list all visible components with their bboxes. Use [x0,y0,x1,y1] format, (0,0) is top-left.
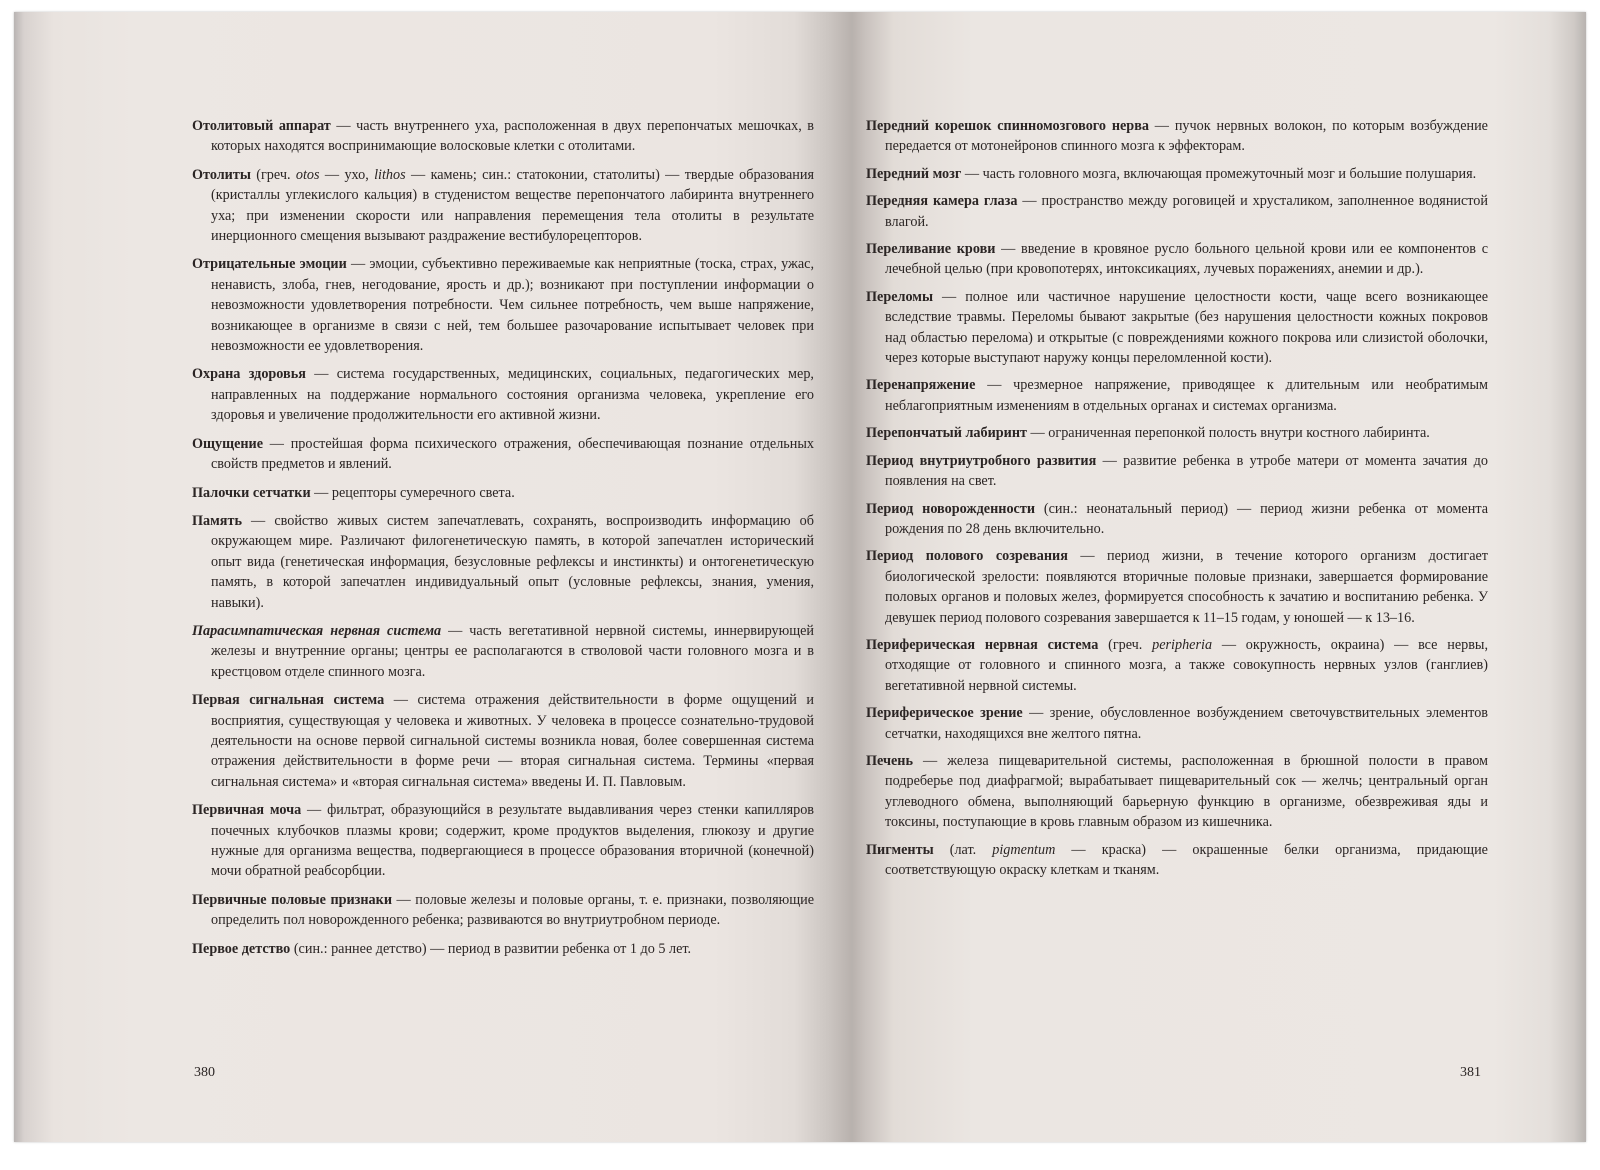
entry-term: Печень [866,752,913,769]
entry-etymology: (греч. [250,166,296,183]
glossary-entry [866,840,1488,881]
entry-definition: — введение в кровяное русло больного цельной крови или ее компонентов с лечебной целью (при кровопотерях, интоксикациях, лучевых поражениях, анемии и др.). [885,241,1488,278]
entry-term: Отрицательные эмоции [192,256,347,273]
entry-term: Первичные половые признаки [192,891,393,908]
glossary-entry [192,434,814,475]
glossary-entry [866,191,1488,232]
glossary-entry [192,364,814,425]
glossary-entry [866,164,1488,184]
entry-definition: — окружность, окраина) — все нервы, отходящие от головного и спинного мозга, а также совокупность нервных узлов (ганглиев) вегетативной нервной системы. [885,636,1488,694]
glossary-entry [866,423,1488,443]
glossary-entry [866,287,1488,369]
entry-definition: — ограниченная перепонкой полость внутри костного лабиринта. [1027,425,1430,442]
entry-etymology: (лат. [933,841,993,858]
entry-definition: — камень; син.: статоконии, статолиты) — твердые образования (кристаллы углекислого кальция) в студенистом веществе перепончатого лабиринта внутреннего уха; при изменении скорости или направления перемещения тела отолиты в результате инерционного смещения вызывают раздражение вестибулорецепторов. [211,166,814,245]
right-page [866,116,1488,887]
entry-term: Периферическое зрение [866,705,1023,722]
entry-term: Период новорожденности [866,500,1035,517]
glossary-entry [866,703,1488,744]
entry-term: Палочки сетчатки [192,484,311,501]
entry-etymology: (греч. [1098,636,1153,653]
glossary-entry [866,546,1488,628]
entry-definition: — система государственных, медицинских, социальных, педагогических мер, направленных на поддержание нормального состояния организма человека, укрепление его здоровья и увеличение продолжительности его активной жизни. [211,366,814,424]
entry-term: Пигменты [866,841,934,858]
entry-term: Охрана здоровья [192,366,306,383]
entry-foreign-term: lithos [374,166,406,183]
glossary-entry [866,635,1488,696]
glossary-entry [866,116,1488,157]
glossary-entry [866,499,1488,540]
entry-term: Отолитовый аппарат [192,118,331,134]
entry-term: Переломы [866,288,934,305]
entry-term: Периферическая нервная система [866,636,1099,653]
glossary-entry [866,751,1488,833]
entry-definition: — железа пищеварительной системы, расположенная в брюшной полости в правом подреберье под диафрагмой; вырабатывает пищеварительный сок — желчь; центральный орган углеводного обмена, выполняющий барьерную функцию в организме, обезвреживая яды и токсины, поступающие в кровь главным образом из кишечника. [885,752,1488,831]
entry-foreign-term: pigmentum [992,841,1056,858]
glossary-entry [192,621,814,682]
entry-foreign-term: peripheria [1152,636,1213,653]
glossary-entry [192,483,814,503]
glossary-entry [866,451,1488,492]
entry-definition: — система отражения действительности в форме ощущений и восприятия, существующая у человека и животных. У человека в процессе сознательно-трудовой деятельности на основе первой сигнальной системы возникла новая, более совершенная система отражения действительности в форме речи — вторая сигнальная система. Термины «первая сигнальная система» и «вторая сигнальная система» введены И. П. Павловым. [211,692,814,790]
entry-definition: — часть головного мозга, включающая промежуточный мозг и большие полушария. [961,165,1477,182]
glossary-entry [192,254,814,356]
entry-term: Первое детство [192,940,291,957]
entry-term: Передний корешок спинномозгового нерва [866,118,1149,134]
entry-definition: — свойство живых систем запечатлевать, сохранять, воспроизводить информацию об окружающем мире. Различают филогенетическую память, в которой запечатлен исторический опыт вида (генетическая информация, безусловные рефлексы и инстинкты) и онтогенетическую память, в которой запечатлен индивидуальный опыт (условные рефлексы, знания, умения, навыки). [211,512,814,611]
entry-term: Передний мозг [866,165,962,182]
entry-term: Перепончатый лабиринт [866,425,1027,442]
entry-definition: — развитие ребенка в утробе матери от момента зачатия до появления на свет. [885,452,1488,490]
page-number-left: 380 [194,1065,215,1080]
glossary-entry [192,800,814,882]
entry-definition: — полное или частичное нарушение целостности кости, чаще всего возникающее вследствие травмы. Переломы бывают закрытые (без нарушения целостности кожных покровов над областью перелома) и открытые (с повреждениями кожного покрова или слизистой оболочки, через которые выступают наружу концы переломленной кости). [885,288,1488,367]
glossary-entry [192,165,814,247]
entry-term: Период внутриутробного развития [866,452,1097,469]
entry-definition: — половые железы и половые органы, т. е. признаки, позволяющие определить пол новорожденного ребенка; развиваются во внутриутробном периоде. [211,891,815,929]
entry-definition: — часть вегетативной нервной системы, иннервирующей железы и внутренние органы; центры ее располагаются в стволовой части головного мозга и в крестцовом отделе спинного мозга. [211,622,815,680]
entry-term: Ощущение [192,435,264,452]
entry-definition: — период жизни, в течение которого организм достигает биологической зрелости: появляются вторичные половые признаки, завершается формирование половых органов и половых желез, формируется способность к зачатию и воспитанию ребенка. У девушек период полового созревания завершается к 11–15 годам, у юношей — к 13–16. [885,548,1488,626]
entry-definition: — эмоции, субъективно переживаемые как неприятные (тоска, страх, ужас, ненависть, злоба, гнев, негодование, ярость и др.); возникают при поступлении информации о невозможности удовлетворения потребности. Чем сильнее потребность, чем выше напряжение, возникающее в организме в связи с ней, тем большее разочарование испытывает человек при невозможности ее удовлетворения. [211,256,814,355]
glossary-entry [192,690,814,792]
glossary-entry [192,939,814,959]
entry-definition: — чрезмерное напряжение, приводящее к длительным или необратимым неблагоприятным изменениям в отдельных органах и системах организма. [885,377,1488,414]
glossary-entry [866,239,1488,280]
entry-term: Передняя камера глаза [866,193,1018,210]
entry-term: Переливание крови [866,241,996,258]
entry-definition: — простейшая форма психического отражения, обеспечивающая познание отдельных свойств предметов и явлений. [211,435,814,473]
entry-term: Первичная моча [192,802,302,819]
book-spread [14,12,1586,1142]
glossary-entry [192,511,814,613]
entry-etymology: — ухо, [319,166,375,183]
entry-definition: (син.: неонатальный период) — период жизни ребенка от момента рождения по 28 день включительно. [885,500,1488,537]
entry-term: Первая сигнальная система [192,692,385,709]
entry-term: Память [192,512,242,529]
page-number-right: 381 [1460,1065,1481,1080]
entry-definition: — пространство между роговицей и хрусталиком, заполненное водянистой влагой. [885,193,1488,230]
entry-definition: (син.: раннее детство) — период в развитии ребенка от 1 до 5 лет. [290,940,692,957]
entry-term: Отолиты [192,166,251,183]
entry-definition: — зрение, обусловленное возбуждением светочувствительных элементов сетчатки, находящихся вне желтого пятна. [885,705,1488,742]
entry-term: Перенапряжение [866,377,976,394]
entry-definition: — рецепторы сумеречного света. [310,484,515,501]
entry-foreign-term: otos [295,166,320,183]
glossary-entry [192,116,814,157]
entry-term: Период полового созревания [866,548,1068,565]
glossary-entry [192,890,814,931]
entry-term: Парасимпатическая нервная система [192,622,442,639]
entry-definition: — часть внутреннего уха, расположенная в двух перепончатых мешочках, в которых находятся воспринимающие волосковые клетки с отолитами. [211,118,814,155]
left-page [192,116,814,967]
glossary-entry [866,375,1488,416]
entry-definition: — пучок нервных волокон, по которым возбуждение передается от мотонейронов спинного мозга к эффекторам. [885,118,1488,155]
entry-definition: — фильтрат, образующийся в результате выдавливания через стенки капилляров почечных клубочков плазмы крови; содержит, кроме продуктов выделения, глюкозу и другие нужные для организма вещества, подвергающиеся в процессе образования вторичной (конечной) мочи обратной реабсорбции. [211,802,814,880]
entry-definition: — краска) — окрашенные белки организма, придающие соответствующую окраску клеткам и тканям. [885,841,1488,878]
